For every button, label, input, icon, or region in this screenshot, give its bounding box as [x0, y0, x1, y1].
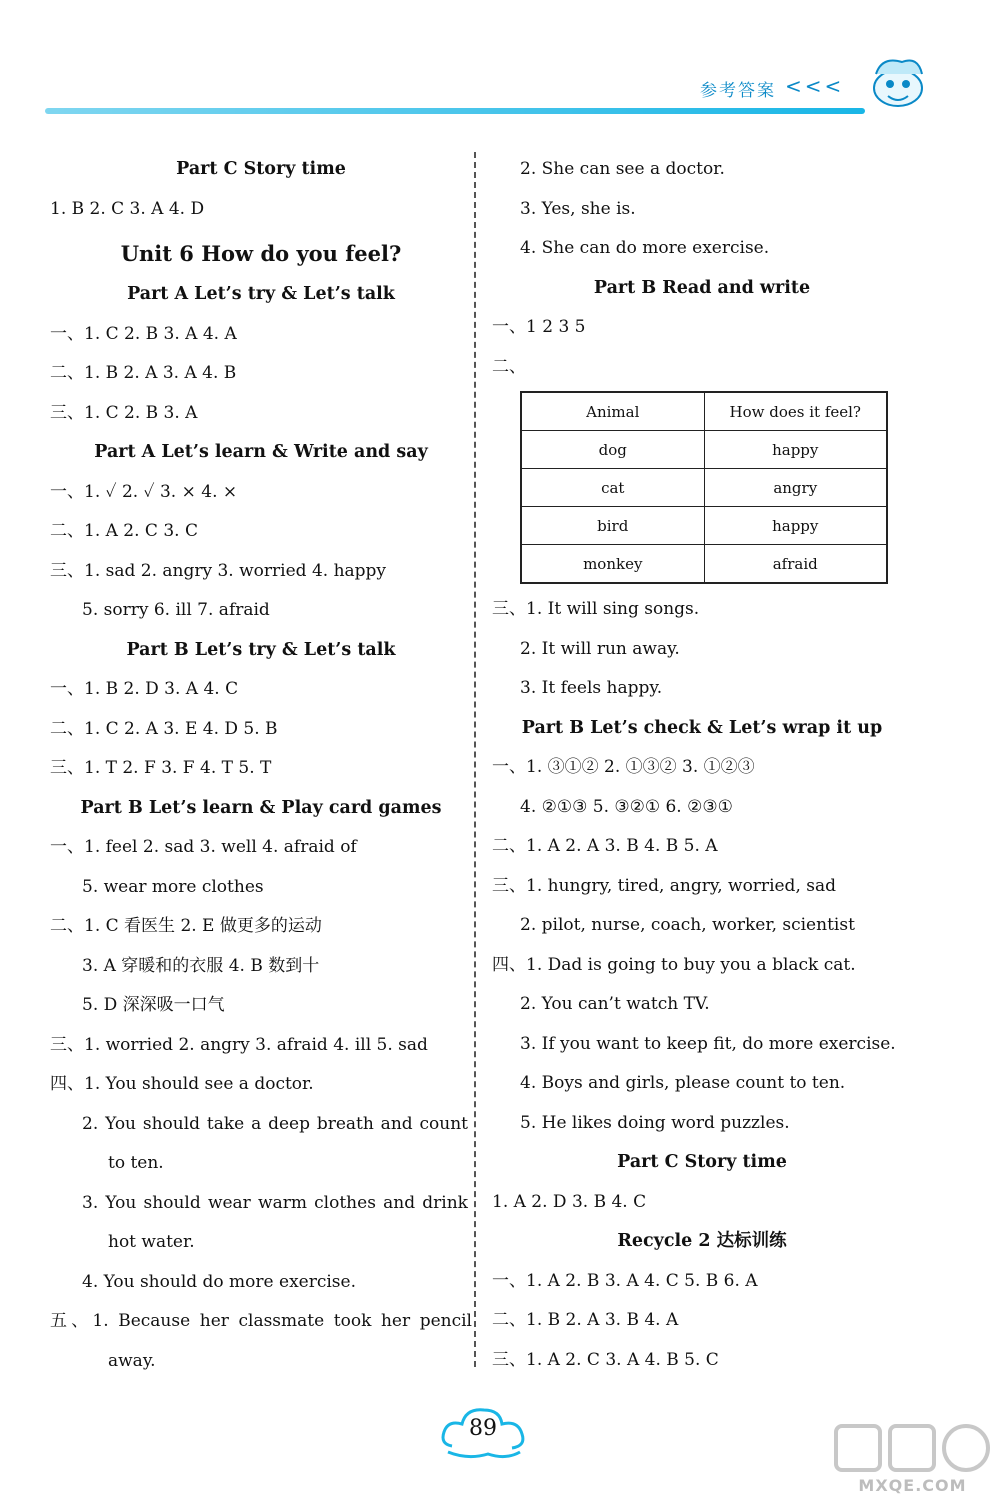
- answer-line: 3. You should wear warm clothes and drink: [82, 1192, 468, 1213]
- answer-line: 三、1. C 2. B 3. A: [50, 402, 198, 423]
- answer-line: 三、1. sad 2. angry 3. worried 4. happy: [50, 560, 387, 581]
- answer-line: 2. She can see a doctor.: [520, 159, 725, 179]
- table-cell: dog: [521, 431, 704, 469]
- section-heading: Part B Let’s try & Let’s talk: [126, 639, 396, 660]
- answer-line: 四、1. Dad is going to buy you a black cat.: [492, 954, 856, 975]
- section-heading: Recycle 2 达标训练: [617, 1231, 787, 1251]
- answer-line: 三、1. worried 2. angry 3. afraid 4. ill 5. sad: [50, 1034, 428, 1055]
- animal-feeling-table: [520, 391, 888, 584]
- answer-line: 3. Yes, she is.: [520, 198, 636, 219]
- answer-line: 二、1. B 2. A 3. B 4. A: [492, 1310, 679, 1330]
- table-row: [521, 431, 887, 469]
- section-heading: Part C Story time: [176, 159, 346, 179]
- answer-line: hot water.: [108, 1232, 195, 1252]
- answer-line: 一、1. feel 2. sad 3. well 4. afraid of: [50, 837, 357, 857]
- answer-line: 4. You should do more exercise.: [82, 1271, 356, 1292]
- answer-line: 2. pilot, nurse, coach, worker, scientist: [520, 915, 855, 935]
- table-cell: happy: [704, 507, 887, 545]
- table-header-row: [521, 392, 887, 431]
- table-header-cell: Animal: [521, 392, 704, 431]
- chevrons-icon: <<<: [785, 74, 845, 98]
- answer-line: 二、1. C 看医生 2. E 做更多的运动: [50, 916, 322, 936]
- answer-line: 2. It will run away.: [520, 638, 680, 659]
- page-number-text: 89: [469, 1416, 497, 1441]
- right-column: [492, 150, 912, 1380]
- answer-line: 5. D 深深吸一口气: [82, 995, 225, 1015]
- table-cell: cat: [521, 469, 704, 507]
- header-bar: [45, 108, 865, 114]
- answer-line: 三、1. hungry, tired, angry, worried, sad: [492, 875, 836, 896]
- left-column: [50, 150, 472, 1381]
- table-cell: monkey: [521, 545, 704, 584]
- answer-line: away.: [108, 1350, 156, 1371]
- answer-line: to ten.: [108, 1153, 164, 1173]
- table-header-cell: How does it feel?: [704, 392, 887, 431]
- answer-line: 一、1. B 2. D 3. A 4. C: [50, 679, 239, 699]
- answer-line: 二、1. A 2. A 3. B 4. B 5. A: [492, 836, 718, 856]
- answer-line: 5. He likes doing word puzzles.: [520, 1112, 790, 1133]
- answer-line: 1. B 2. C 3. A 4. D: [50, 198, 205, 219]
- answer-line: 3. It feels happy.: [520, 678, 663, 698]
- answer-line: 5. wear more clothes: [82, 876, 264, 897]
- answer-line: 三、1. T 2. F 3. F 4. T 5. T: [50, 758, 272, 778]
- answer-line: 3. A 穿暖和的衣服 4. B 数到十: [82, 955, 320, 976]
- answer-line: 二、1. A 2. C 3. C: [50, 521, 198, 541]
- answer-line: 5. sorry 6. ill 7. afraid: [82, 600, 270, 620]
- answer-line: 三、1. It will sing songs.: [492, 599, 700, 619]
- section-heading: Part B Let’s check & Let’s wrap it up: [521, 717, 883, 738]
- table-cell: angry: [704, 469, 887, 507]
- table-row: [521, 545, 887, 584]
- page-number: [438, 1400, 528, 1464]
- table-row: [521, 507, 887, 545]
- section-heading: Part A Let’s try & Let’s talk: [127, 284, 395, 304]
- answer-line: 三、1. A 2. C 3. A 4. B 5. C: [492, 1349, 719, 1370]
- answer-line: 一、1. C 2. B 3. A 4. A: [50, 323, 237, 344]
- answer-line: 二、1. B 2. A 3. A 4. B: [50, 363, 237, 383]
- column-divider: [474, 152, 476, 1367]
- answer-line: 4. ②①③ 5. ③②① 6. ②③①: [520, 796, 733, 817]
- section-heading: Part B Let’s learn & Play card games: [80, 797, 442, 818]
- header-title: 参考答案: [700, 81, 776, 101]
- section-heading: Part A Let’s learn & Write and say: [94, 442, 428, 462]
- cartoon-logo-icon: [862, 48, 932, 118]
- answer-line: 2. You should take a deep breath and count: [82, 1113, 468, 1134]
- page-header: [0, 0, 1000, 130]
- answer-line: 4. Boys and girls, please count to ten.: [520, 1073, 846, 1093]
- unit-heading: Unit 6 How do you feel?: [120, 241, 402, 266]
- table-cell: bird: [521, 507, 704, 545]
- answer-line: 一、1. ③①② 2. ①③② 3. ①②③: [492, 757, 755, 777]
- answer-line: 四、1. You should see a doctor.: [50, 1074, 314, 1094]
- section-heading: Part C Story time: [617, 1152, 787, 1172]
- table-cell: afraid: [704, 545, 887, 584]
- answer-line: 一、1. A 2. B 3. A 4. C 5. B 6. A: [492, 1270, 758, 1291]
- watermark-text: MXQE.COM: [858, 1476, 967, 1495]
- answer-line: 4. She can do more exercise.: [520, 238, 770, 258]
- table-cell: happy: [704, 431, 887, 469]
- answer-line: 五、1. Because her classmate took her pencil: [50, 1311, 472, 1331]
- answer-line: 二、1. C 2. A 3. E 4. D 5. B: [50, 718, 278, 739]
- table-row: [521, 469, 887, 507]
- watermark-logo-icon: [830, 1420, 995, 1476]
- answer-line: 3. If you want to keep fit, do more exercise.: [520, 1033, 896, 1054]
- watermark: [830, 1420, 995, 1500]
- answer-line: 2. You can’t watch TV.: [520, 994, 710, 1014]
- answer-line: 1. A 2. D 3. B 4. C: [492, 1191, 647, 1212]
- answer-line: 一、1 2 3 5: [492, 317, 586, 337]
- section-heading: Part B Read and write: [593, 277, 811, 298]
- answer-line: 一、1. ✓ 2. ✓ 3. × 4. ×: [50, 481, 238, 502]
- answer-line: 二、: [492, 356, 526, 377]
